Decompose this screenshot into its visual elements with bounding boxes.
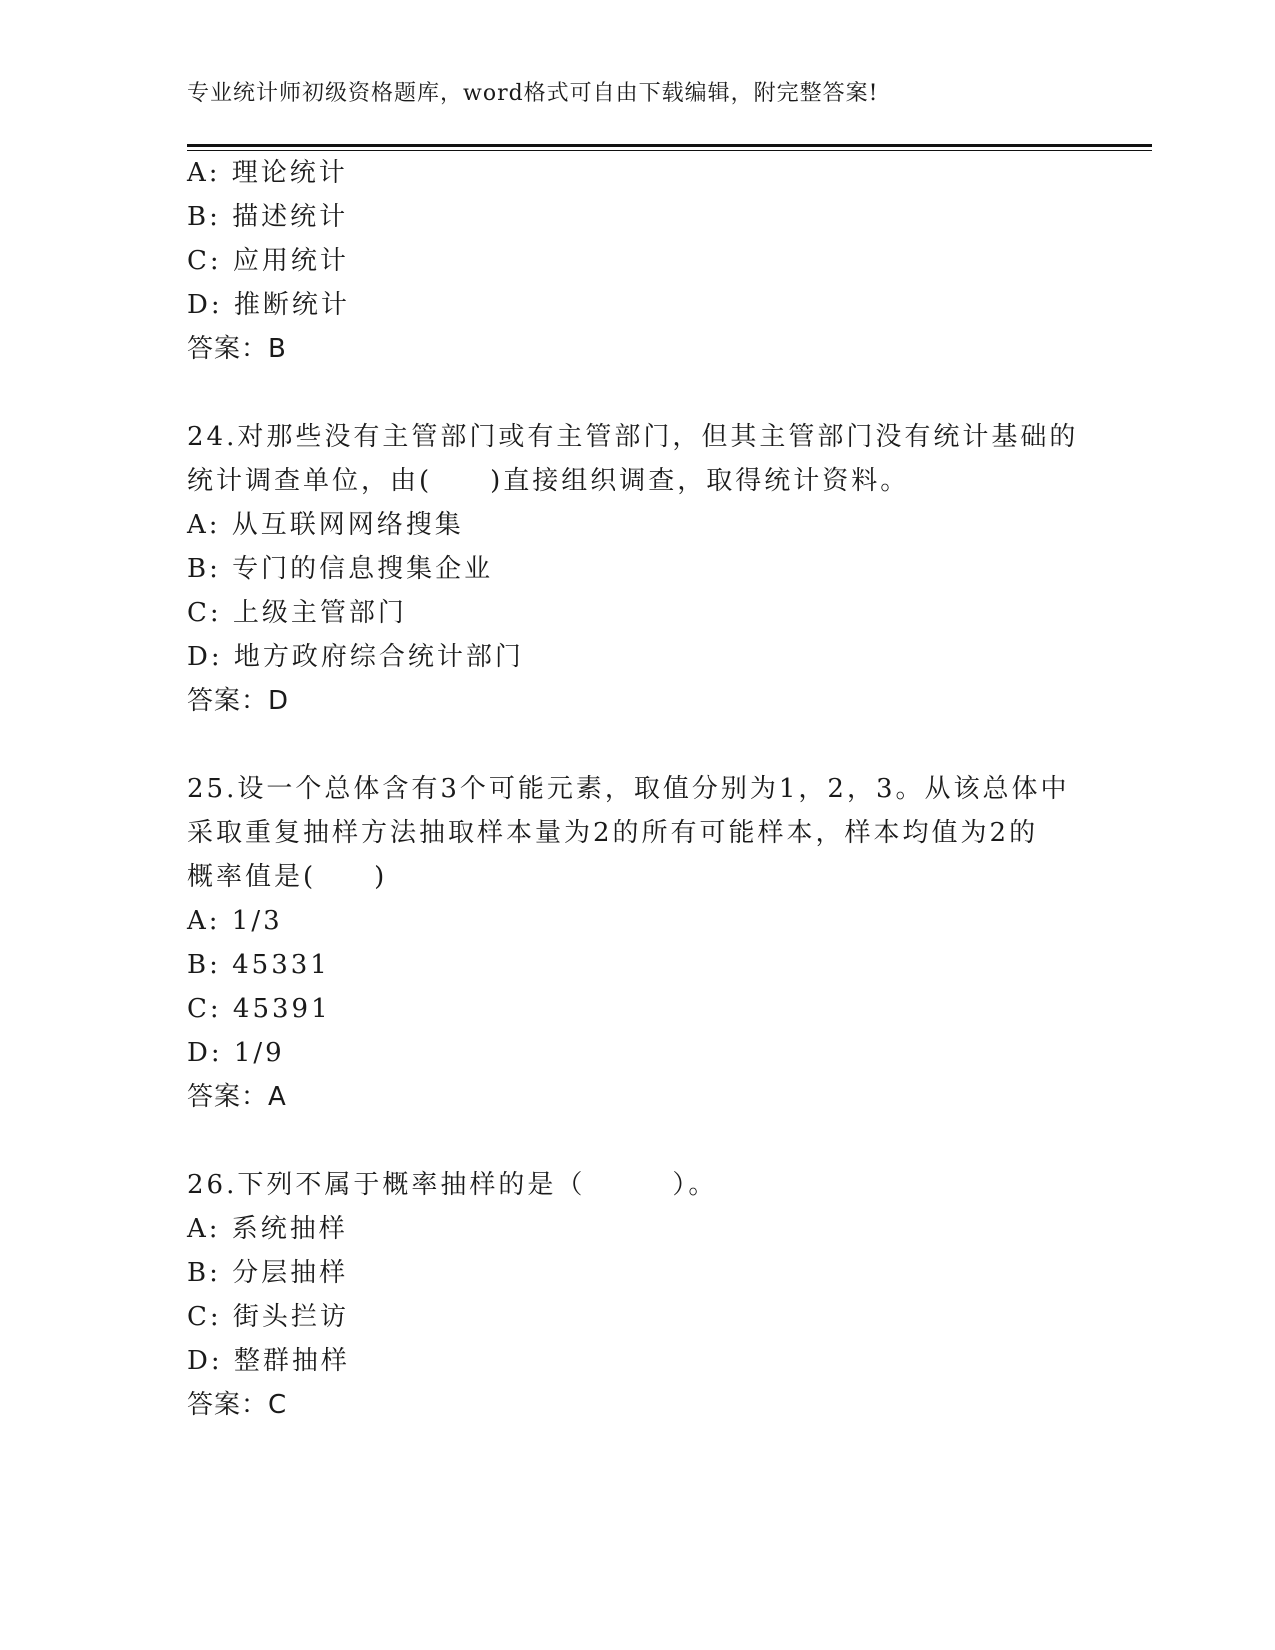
option-b: B: 45331: [187, 950, 330, 980]
page-header: 专业统计师初级资格题库，word格式可自由下载编辑，附完整答案!: [187, 81, 879, 106]
option-c: C: 45391: [187, 994, 331, 1024]
option-b: B: 专门的信息搜集企业: [187, 554, 494, 584]
answer-label: 答案：A: [187, 1082, 287, 1112]
question-stem: 采取重复抽样方法抽取样本量为2的所有可能样本，样本均值为2的: [187, 818, 1039, 848]
option-d: D: 1/9: [187, 1038, 285, 1068]
question-stem: 26.下列不属于概率抽样的是（ ）。: [187, 1170, 718, 1200]
option-a: A: 1/3: [187, 906, 283, 936]
header-rule-thick: [187, 144, 1152, 147]
answer-label: 答案：C: [187, 1390, 288, 1420]
question-stem: 25.设一个总体含有3个可能元素，取值分别为1，2，3。从该总体中: [187, 774, 1070, 804]
option-c: C: 应用统计: [187, 246, 349, 276]
option-a: A: 系统抽样: [187, 1214, 348, 1244]
option-b: B: 分层抽样: [187, 1258, 349, 1288]
option-a: A: 理论统计: [187, 158, 348, 188]
answer-label: 答案：D: [187, 686, 290, 716]
option-d: D: 整群抽样: [187, 1346, 350, 1376]
option-c: C: 上级主管部门: [187, 598, 407, 628]
question-stem: 24.对那些没有主管部门或有主管部门，但其主管部门没有统计基础的: [187, 422, 1079, 452]
answer-label: 答案：B: [187, 334, 287, 364]
option-d: D: 推断统计: [187, 290, 350, 320]
question-stem: 概率值是( ): [187, 862, 388, 892]
question-stem: 统计调查单位，由( )直接组织调查，取得统计资料。: [187, 466, 910, 496]
option-c: C: 街头拦访: [187, 1302, 349, 1332]
header-rule-thin: [187, 150, 1152, 151]
option-b: B: 描述统计: [187, 202, 349, 232]
option-d: D: 地方政府综合统计部门: [187, 642, 524, 672]
option-a: A: 从互联网网络搜集: [187, 510, 464, 540]
